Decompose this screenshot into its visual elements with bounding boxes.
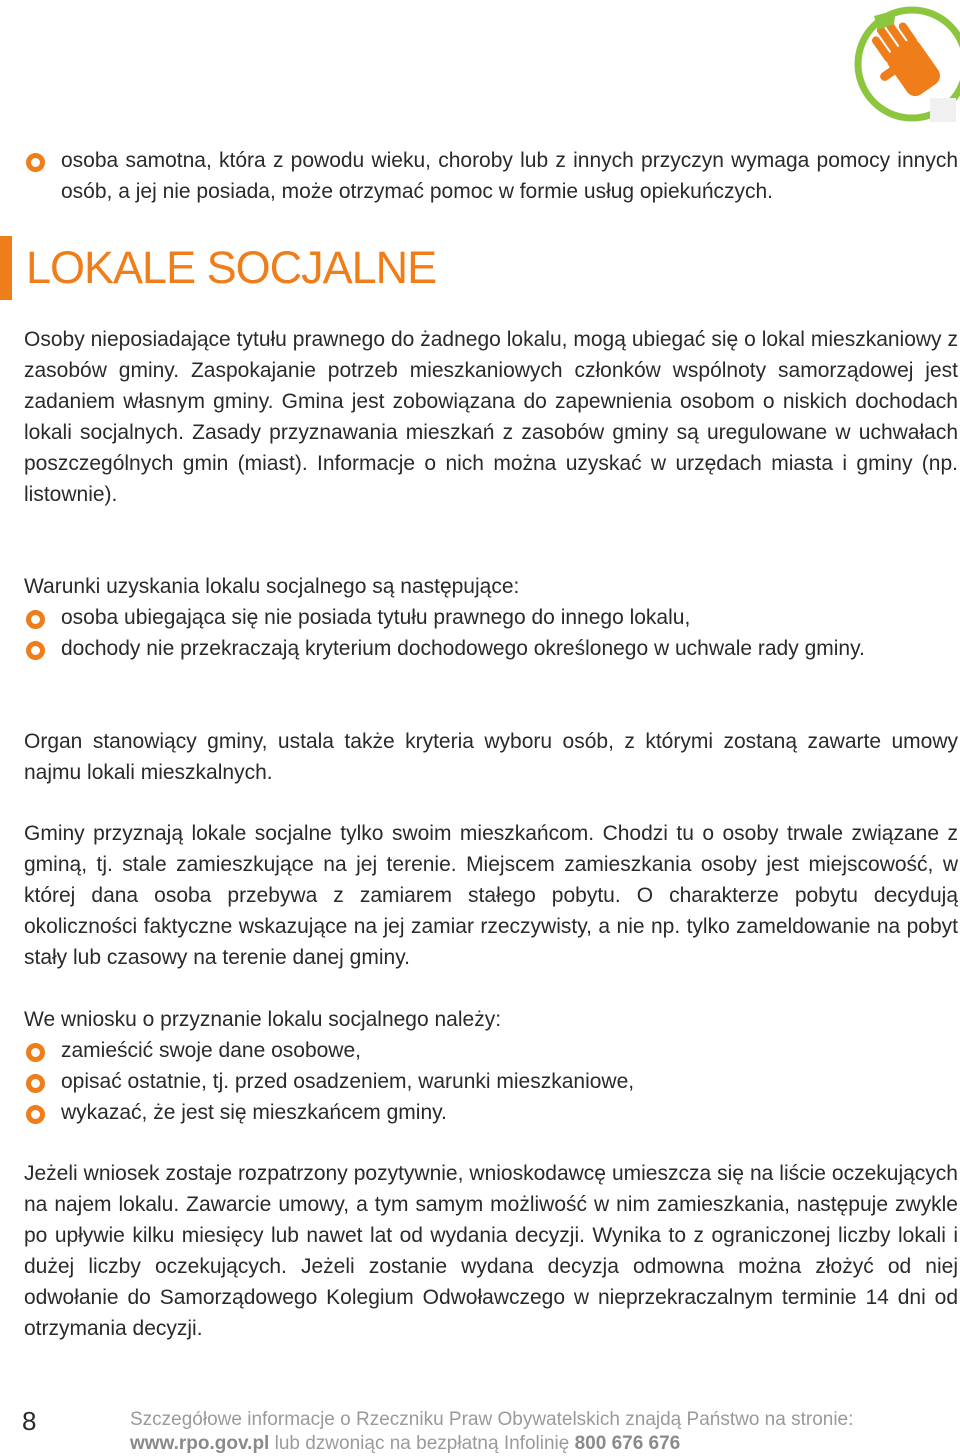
list-item-text: osoba ubiegająca się nie posiada tytułu prawnego do innego lokalu, xyxy=(61,606,691,629)
list-item-text: osoba samotna, która z powodu wieku, choroby lub z innych przyczyn wymaga pomocy innych osób, a jej nie posiada, może otrzymać pomoc w formie usług opiekuńczych. xyxy=(61,149,958,203)
page-number: 8 xyxy=(22,1406,37,1436)
criteria-paragraph-text: Organ stanowiący gminy, ustala także kryteria wyboru osób, z którymi zostaną zawarte umowy najmu lokali mieszkalnych. xyxy=(24,730,958,784)
top-list xyxy=(24,145,958,207)
list-item-text: wykazać, że jest się mieszkańcem gminy. xyxy=(61,1101,447,1124)
list-item xyxy=(24,1097,958,1128)
intro-paragraph-text: Osoby nieposiadające tytułu prawnego do żadnego lokalu, mogą ubiegać się o lokal mieszkaniowy z zasobów gminy. Zaspokajanie potrzeb mieszkaniowych członków wspólnoty samorządowej jest zadaniem własnym gminy. Gmina jest zobowiązana do zapewnienia osobom o niskich dochodach lokali socjalnych. Zasady przyznawania mieszkań z zasobów gminy są uregulowane w uchwałach poszczególnych gmin (miast). Informacje o nich można uzyskać w urzędach miasta i gminy (np. listownie). xyxy=(24,328,958,506)
footer-line2 xyxy=(130,1432,910,1456)
conditions-intro: Warunki uzyskania lokalu socjalnego są następujące: xyxy=(24,575,520,598)
decision-paragraph xyxy=(24,1158,958,1344)
residence-paragraph-text: Gminy przyznają lokale socjalne tylko swoim mieszkańcom. Chodzi tu o osoby trwale związane z gminą, tj. stale zamieszkujące na jej terenie. Miejscem zamieszkania osoby jest miejscowość, w której dana osoba przebywa z zamiarem stałego pobytu. O charakterze pobytu decydują okoliczności faktyczne wskazujące na jej zamiar rzeczywisty, a nie np. tylko zameldowanie na pobyt stały lub czasowy na terenie danej gminy. xyxy=(24,822,958,969)
list-item xyxy=(24,1066,958,1097)
list-item-text: opisać ostatnie, tj. przed osadzeniem, warunki mieszkaniowe, xyxy=(61,1070,635,1093)
list-item xyxy=(24,602,958,633)
intro-paragraph xyxy=(24,324,958,510)
ring-bullet-icon xyxy=(26,1043,45,1062)
ring-bullet-icon xyxy=(26,1105,45,1124)
ring-bullet-icon xyxy=(26,153,45,172)
application-section xyxy=(24,1004,958,1128)
list-item-text: zamieścić swoje dane osobowe, xyxy=(61,1039,361,1062)
footer xyxy=(130,1408,910,1456)
ring-bullet-icon xyxy=(26,641,45,660)
criteria-paragraph xyxy=(24,726,958,788)
ring-bullet-icon xyxy=(26,1074,45,1093)
list-item xyxy=(24,145,958,207)
application-intro: We wniosku o przyznanie lokalu socjalnego należy: xyxy=(24,1008,502,1031)
footer-url-link[interactable]: www.rpo.gov.pl xyxy=(130,1433,270,1454)
section-title: LOKALE SOCJALNE xyxy=(26,242,437,293)
footer-line1: Szczegółowe informacje o Rzeczniku Praw Obywatelskich znajdą Państwo na stronie: xyxy=(130,1409,854,1430)
ring-bullet-icon xyxy=(26,610,45,629)
conditions-section xyxy=(24,571,958,664)
decision-paragraph-text: Jeżeli wniosek zostaje rozpatrzony pozytywnie, wnioskodawcę umieszcza się na liście oczekujących na najem lokalu. Zawarcie umowy, a tym samym możliwość w nim zamieszkania, następuje zwykle po upływie kilku miesięcy lub nawet lat od wydania decyzji. Wynika to z ograniczonej liczby lokali i dużej liczby oczekujących. Jeżeli zostanie wydana decyzja odmowna można złożyć od niej odwołanie do Samorządowego Kolegium Odwoławczego w nieprzekraczalnym terminie 14 dni od otrzymania decyzji. xyxy=(24,1162,958,1340)
footer-middle: lub dzwoniąc na bezpłatną Infolinię xyxy=(269,1433,575,1454)
residence-paragraph xyxy=(24,818,958,973)
list-item xyxy=(24,1035,958,1066)
heading-accent-bar xyxy=(0,236,12,300)
list-item-text: dochody nie przekraczają kryterium dochodowego określonego w uchwale rady gminy. xyxy=(61,637,865,660)
hand-logo-icon xyxy=(834,2,960,124)
list-item xyxy=(24,633,958,664)
footer-phone: 800 676 676 xyxy=(574,1433,681,1454)
